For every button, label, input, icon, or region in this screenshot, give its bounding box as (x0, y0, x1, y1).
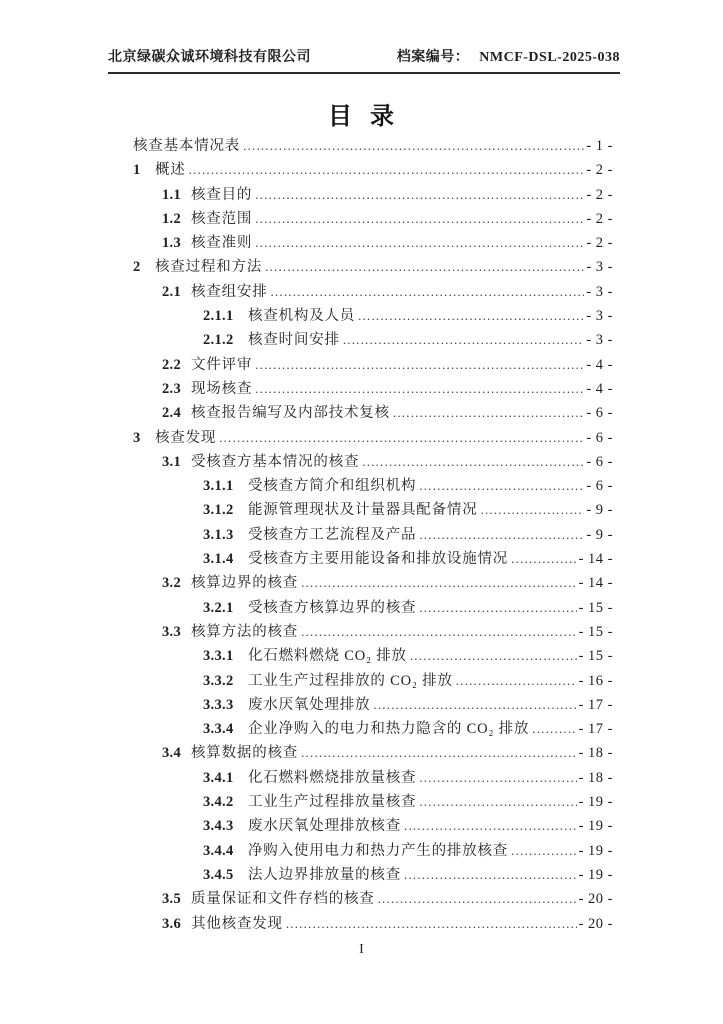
toc-entry[interactable] (133, 644, 613, 668)
toc-entry-number: 3.2.1 (203, 599, 234, 616)
footer-page-number: I (359, 942, 364, 957)
toc-entry-page: - 3 - (586, 308, 613, 325)
toc-entry-label: 化石燃料燃烧排放量核查 (248, 769, 417, 786)
toc-entry[interactable] (133, 571, 613, 595)
toc-entry-page: - 18 - (578, 745, 613, 762)
toc-entry-label: 核查时间安排 (248, 332, 340, 349)
toc-entry-label: 核查目的 (191, 186, 253, 203)
toc-entry[interactable] (133, 426, 613, 450)
company-name: 北京绿碳众诚环境科技有限公司 (108, 50, 311, 65)
toc-entry[interactable] (133, 620, 613, 644)
file-number-label: 档案编号： (396, 50, 470, 65)
toc-entry-page: - 15 - (578, 599, 613, 616)
toc-entry-page: - 2 - (586, 235, 613, 252)
page-title: 目 录 (328, 104, 400, 130)
dot-leader (373, 693, 576, 717)
toc-entry[interactable] (133, 231, 613, 255)
toc-entry-page: - 6 - (586, 405, 613, 422)
toc-entry-page: - 1 - (586, 138, 613, 154)
toc-entry[interactable] (133, 547, 613, 571)
toc-entry-number: 2.2 (162, 356, 182, 373)
dot-leader (481, 498, 585, 522)
dot-leader (419, 790, 576, 814)
toc-entry[interactable] (133, 523, 613, 547)
toc-entry-label: 废水厌氧处理排放核查 (248, 818, 401, 835)
toc-entry-page: - 16 - (578, 672, 613, 689)
toc-entry-label: 净购入使用电力和热力产生的排放核查 (248, 842, 509, 859)
dot-leader (189, 158, 585, 182)
toc-entry-label: 受核查方主要用能设备和排放设施情况 (248, 551, 509, 568)
toc-entry-number: 3 (133, 429, 141, 446)
toc-entry-page: - 4 - (586, 356, 613, 373)
toc-entry[interactable] (133, 280, 613, 304)
toc-entry[interactable] (133, 134, 613, 158)
dot-leader (343, 328, 585, 352)
toc-entry[interactable] (133, 887, 613, 911)
toc-entry-page: - 2 - (586, 162, 613, 179)
dot-leader (419, 596, 576, 620)
toc-entry-label: 核查准则 (191, 235, 253, 252)
toc-entry-page: - 9 - (586, 502, 613, 519)
toc-entry[interactable] (133, 183, 613, 207)
toc-entry[interactable] (133, 814, 613, 838)
toc-entry-number: 3.4.4 (203, 842, 234, 859)
toc-entry-label: 工业生产过程排放量核查 (248, 794, 417, 811)
dot-leader (410, 644, 577, 668)
dot-leader (271, 280, 585, 304)
toc-entry-page: - 3 - (586, 332, 613, 349)
toc-entry-label: 核查机构及人员 (248, 308, 356, 325)
dot-leader (378, 887, 577, 911)
toc-entry[interactable] (133, 158, 613, 182)
toc-entry-label: 工业生产过程排放的 CO₂ 排放 (248, 672, 453, 689)
toc-entry[interactable] (133, 717, 613, 741)
toc-entry-number: 3.1 (162, 453, 182, 470)
toc-entry-number: 3.4.3 (203, 818, 234, 835)
toc-entry-label: 废水厌氧处理排放 (248, 696, 371, 713)
toc-entry[interactable] (133, 377, 613, 401)
toc-entry-label: 核算数据的核查 (191, 745, 299, 762)
toc-entry[interactable] (133, 790, 613, 814)
dot-leader (456, 669, 577, 693)
toc-entry[interactable] (133, 839, 613, 863)
toc-entry-number: 3.3.4 (203, 721, 234, 738)
toc-entry-page: - 19 - (578, 818, 613, 835)
toc-entry-number: 2.4 (162, 405, 182, 422)
toc-entry[interactable] (133, 328, 613, 352)
dot-leader (358, 304, 584, 328)
toc-entry-page: - 17 - (578, 721, 613, 738)
file-number-value: NMCF-DSL-2025-038 (479, 50, 620, 65)
toc-entry-number: 3.5 (162, 891, 182, 908)
toc-entry-page: - 19 - (578, 866, 613, 883)
toc-entry-number: 3.4 (162, 745, 182, 762)
dot-leader (301, 741, 576, 765)
page-header (108, 46, 620, 74)
toc-entry-number: 3.2 (162, 575, 182, 592)
toc-entry-page: - 20 - (578, 915, 613, 932)
toc-entry-number: 2.1 (162, 283, 182, 300)
toc-entry-number: 3.1.1 (203, 478, 234, 495)
toc-entry-label: 能源管理现状及计量器具配备情况 (248, 502, 478, 519)
toc-entry-number: 3.4.5 (203, 866, 234, 883)
toc-entry-number: 3.1.4 (203, 551, 234, 568)
toc-entry-page: - 15 - (578, 623, 613, 640)
toc-entry-label: 化石燃料燃烧 CO₂ 排放 (248, 648, 407, 665)
toc-entry-number: 3.3 (162, 623, 182, 640)
toc-entry[interactable] (133, 401, 613, 425)
toc-entry[interactable] (133, 912, 613, 936)
toc-entry[interactable] (133, 693, 613, 717)
toc-entry-number: 3.1.2 (203, 502, 234, 519)
toc-entry-page: - 4 - (586, 380, 613, 397)
toc-entry[interactable] (133, 255, 613, 279)
dot-leader (286, 912, 577, 936)
toc-entry-page: - 14 - (578, 575, 613, 592)
dot-leader (219, 426, 584, 450)
toc-entry-page: - 6 - (586, 453, 613, 470)
toc-entry[interactable] (133, 474, 613, 498)
toc-entry-page: - 17 - (578, 696, 613, 713)
toc-entry-number: 1 (133, 162, 141, 179)
dot-leader (511, 839, 576, 863)
toc-entry[interactable] (133, 207, 613, 231)
toc-entry-page: - 19 - (578, 842, 613, 859)
toc-entry-number: 3.4.1 (203, 769, 234, 786)
dot-leader (301, 620, 576, 644)
toc-entry-number: 3.6 (162, 915, 182, 932)
toc-entry-label: 法人边界排放量的核查 (248, 866, 401, 883)
toc-entry-page: - 6 - (586, 478, 613, 495)
dot-leader (419, 766, 576, 790)
toc-entry-label: 现场核查 (191, 380, 253, 397)
toc-entry-page: - 6 - (586, 429, 613, 446)
dot-leader (362, 450, 584, 474)
dot-leader (255, 183, 584, 207)
toc-entry-page: - 19 - (578, 794, 613, 811)
toc-entry-page: - 3 - (586, 259, 613, 276)
toc-entry[interactable] (133, 766, 613, 790)
toc-entry-label: 受核查方核算边界的核查 (248, 599, 417, 616)
dot-leader (255, 231, 584, 255)
toc-entry-number: 2.1.1 (203, 308, 234, 325)
toc-entry-page: - 18 - (578, 769, 613, 786)
dot-leader (532, 717, 576, 741)
toc-entry-label: 核查基本情况表 (133, 138, 241, 154)
toc-entry-page: - 20 - (578, 891, 613, 908)
dot-leader (243, 134, 584, 158)
toc-entry[interactable] (133, 353, 613, 377)
toc-entry-label: 其他核查发现 (191, 915, 283, 932)
dot-leader (404, 814, 577, 838)
toc-entry[interactable] (133, 304, 613, 328)
toc-entry[interactable] (133, 450, 613, 474)
dot-leader (255, 377, 584, 401)
dot-leader (265, 255, 584, 279)
toc-entry-number: 3.3.3 (203, 696, 234, 713)
toc-entry[interactable] (133, 741, 613, 765)
toc-entry-number: 3.4.2 (203, 794, 234, 811)
toc-entry[interactable] (133, 498, 613, 522)
toc-entry-number: 2.3 (162, 380, 182, 397)
toc-list (133, 134, 613, 936)
toc-entry-label: 核查范围 (191, 210, 253, 227)
toc-entry-label: 核查组安排 (191, 283, 268, 300)
toc-entry-label: 企业净购入的电力和热力隐含的 CO₂ 排放 (248, 721, 530, 738)
toc-entry-number: 1.3 (162, 235, 182, 252)
toc-entry-label: 质量保证和文件存档的核查 (191, 891, 375, 908)
toc-entry[interactable] (133, 863, 613, 887)
toc-entry-label: 文件评审 (191, 356, 253, 373)
toc-entry-label: 核算方法的核查 (191, 623, 299, 640)
toc-entry-number: 3.3.1 (203, 648, 234, 665)
dot-leader (393, 401, 584, 425)
toc-entry-page: - 9 - (586, 526, 613, 543)
toc-entry-label: 受核查方工艺流程及产品 (248, 526, 417, 543)
toc-entry-label: 核查过程和方法 (155, 259, 263, 276)
toc-entry-page: - 2 - (586, 186, 613, 203)
toc-entry-label: 核查发现 (155, 429, 217, 446)
toc-entry-number: 3.1.3 (203, 526, 234, 543)
toc-entry-number: 1.1 (162, 186, 182, 203)
toc-entry-label: 概述 (155, 162, 186, 179)
dot-leader (255, 353, 584, 377)
toc-entry-label: 核查报告编写及内部技术复核 (191, 405, 390, 422)
toc-entry-page: - 2 - (586, 210, 613, 227)
dot-leader (511, 547, 576, 571)
file-number-group (397, 46, 620, 66)
toc-entry-label: 核算边界的核查 (191, 575, 299, 592)
dot-leader (255, 207, 584, 231)
toc-entry-page: - 14 - (578, 551, 613, 568)
toc-entry-number: 2 (133, 259, 141, 276)
toc-entry-page: - 15 - (578, 648, 613, 665)
dot-leader (301, 571, 576, 595)
dot-leader (419, 474, 584, 498)
toc-entry-label: 受核查方简介和组织机构 (248, 478, 417, 495)
toc-entry-number: 1.2 (162, 210, 182, 227)
toc-entry-label: 受核查方基本情况的核查 (191, 453, 360, 470)
toc-entry-page: - 3 - (586, 283, 613, 300)
dot-leader (404, 863, 577, 887)
toc-entry-number: 3.3.2 (203, 672, 234, 689)
toc-entry[interactable] (133, 596, 613, 620)
dot-leader (419, 523, 584, 547)
toc-entry-number: 2.1.2 (203, 332, 234, 349)
toc-entry[interactable] (133, 669, 613, 693)
